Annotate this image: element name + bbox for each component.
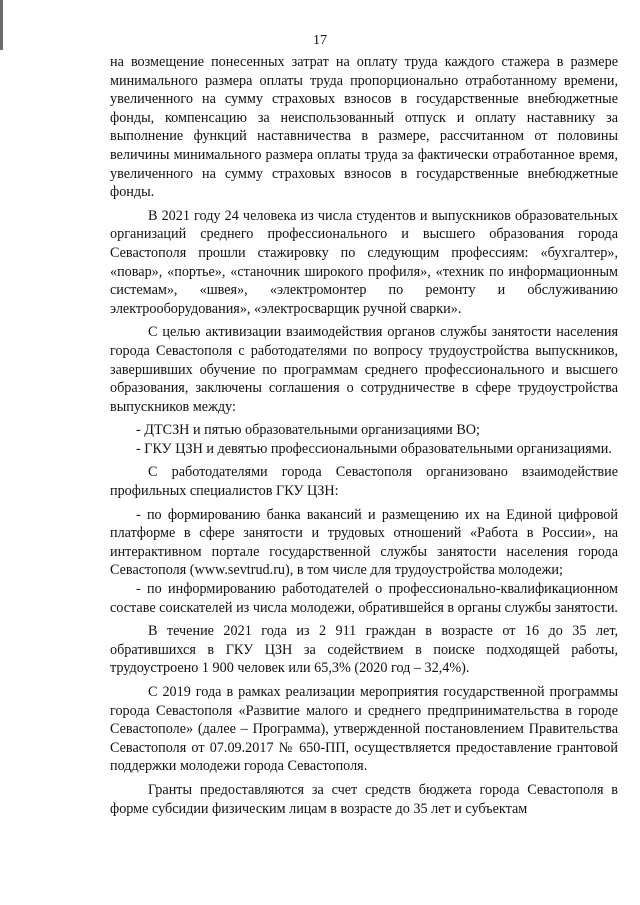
list-item-gku-czn: - ГКУ ЦЗН и девятью профессиональными образовательными организациями. xyxy=(136,440,612,457)
paragraph-employer-interaction: С работодателями города Севастополя организовано взаимодействие профильных специалистов ГКУ ЦЗН: xyxy=(110,464,618,500)
page-number: 17 xyxy=(313,33,327,48)
paragraph-grant-funding: Гранты предоставляются за счет средств бюджета города Севастополя в форме субсидии физическим лицам в возрасте до 35 лет и субъектам xyxy=(110,781,618,817)
paragraph-cooperation-agreements: С целью активизации взаимодействия органов службы занятости населения города Севастополя с работодателями по вопросу трудоустройства выпускников, завершивших обучение по программам среднего профессионального и высшего образования, заключены соглашения о сотрудничестве в сфере трудоустройства выпускников между: xyxy=(110,324,618,415)
paragraph-grant-program: С 2019 года в рамках реализации мероприятия государственной программы города Севастополя «Развитие малого и среднего предпринимательства в городе Севастополе» (далее – Программа), утвержденной постановлением Правительства Севастополя от 07.09.2017 № 650-ПП, осуществляется предоставление грантовой поддержки молодежи города Севастополя. xyxy=(110,684,618,775)
list-item-employer-informing: - по информированию работодателей о профессионально-квалификационном составе соискателей из числа молодежи, обратившейся в органы службы занятости. xyxy=(110,581,618,616)
paragraph-internship-2021: В 2021 году 24 человека из числа студентов и выпускников образовательных организаций среднего профессионального и высшего образования города Севастополя прошли стажировку по следующим профессиям: «бухгалтер», «повар», «портье», «станочник широкого профиля», «техник по информационным системам», «швея», «электромонтер по ремонту и обслуживанию электрооборудования», «электросварщик ручной сварки». xyxy=(110,207,618,317)
list-item-dtszn: - ДТСЗН и пятью образовательными организациями ВО; xyxy=(136,422,480,439)
paragraph-employment-stats: В течение 2021 года из 2 911 граждан в возрасте от 16 до 35 лет, обратившихся в ГКУ ЦЗН за содействием в поиске подходящей работы, трудоустроено 1 900 человек или 65,3% (2020 год – 32,4%). xyxy=(110,623,618,677)
document-body xyxy=(110,53,618,818)
paragraph-internship-compensation: на возмещение понесенных затрат на оплату труда каждого стажера в размере минимального размера оплаты труда пропорционально отработанному времени, увеличенного на сумму страховых взносов в государственные внебюджетные фонды, компенсацию за неиспользованный отпуск и оплату наставнику за выполнение функций наставничества в размере, рассчитанном от половины величины минимального размера оплаты труда за фактически отработанное время, увеличенного на сумму страховых взносов в государственные внебюджетные фонды. xyxy=(110,54,618,201)
list-item-vacancy-bank: - по формированию банка вакансий и размещению их на Единой цифровой платформе в сфере занятости и трудовых отношений «Работа в России», на интерактивном портале государственной службы занятости населения города Севастополя (www.sevtrud.ru), в том числе для трудоустройства молодежи; xyxy=(110,506,618,579)
